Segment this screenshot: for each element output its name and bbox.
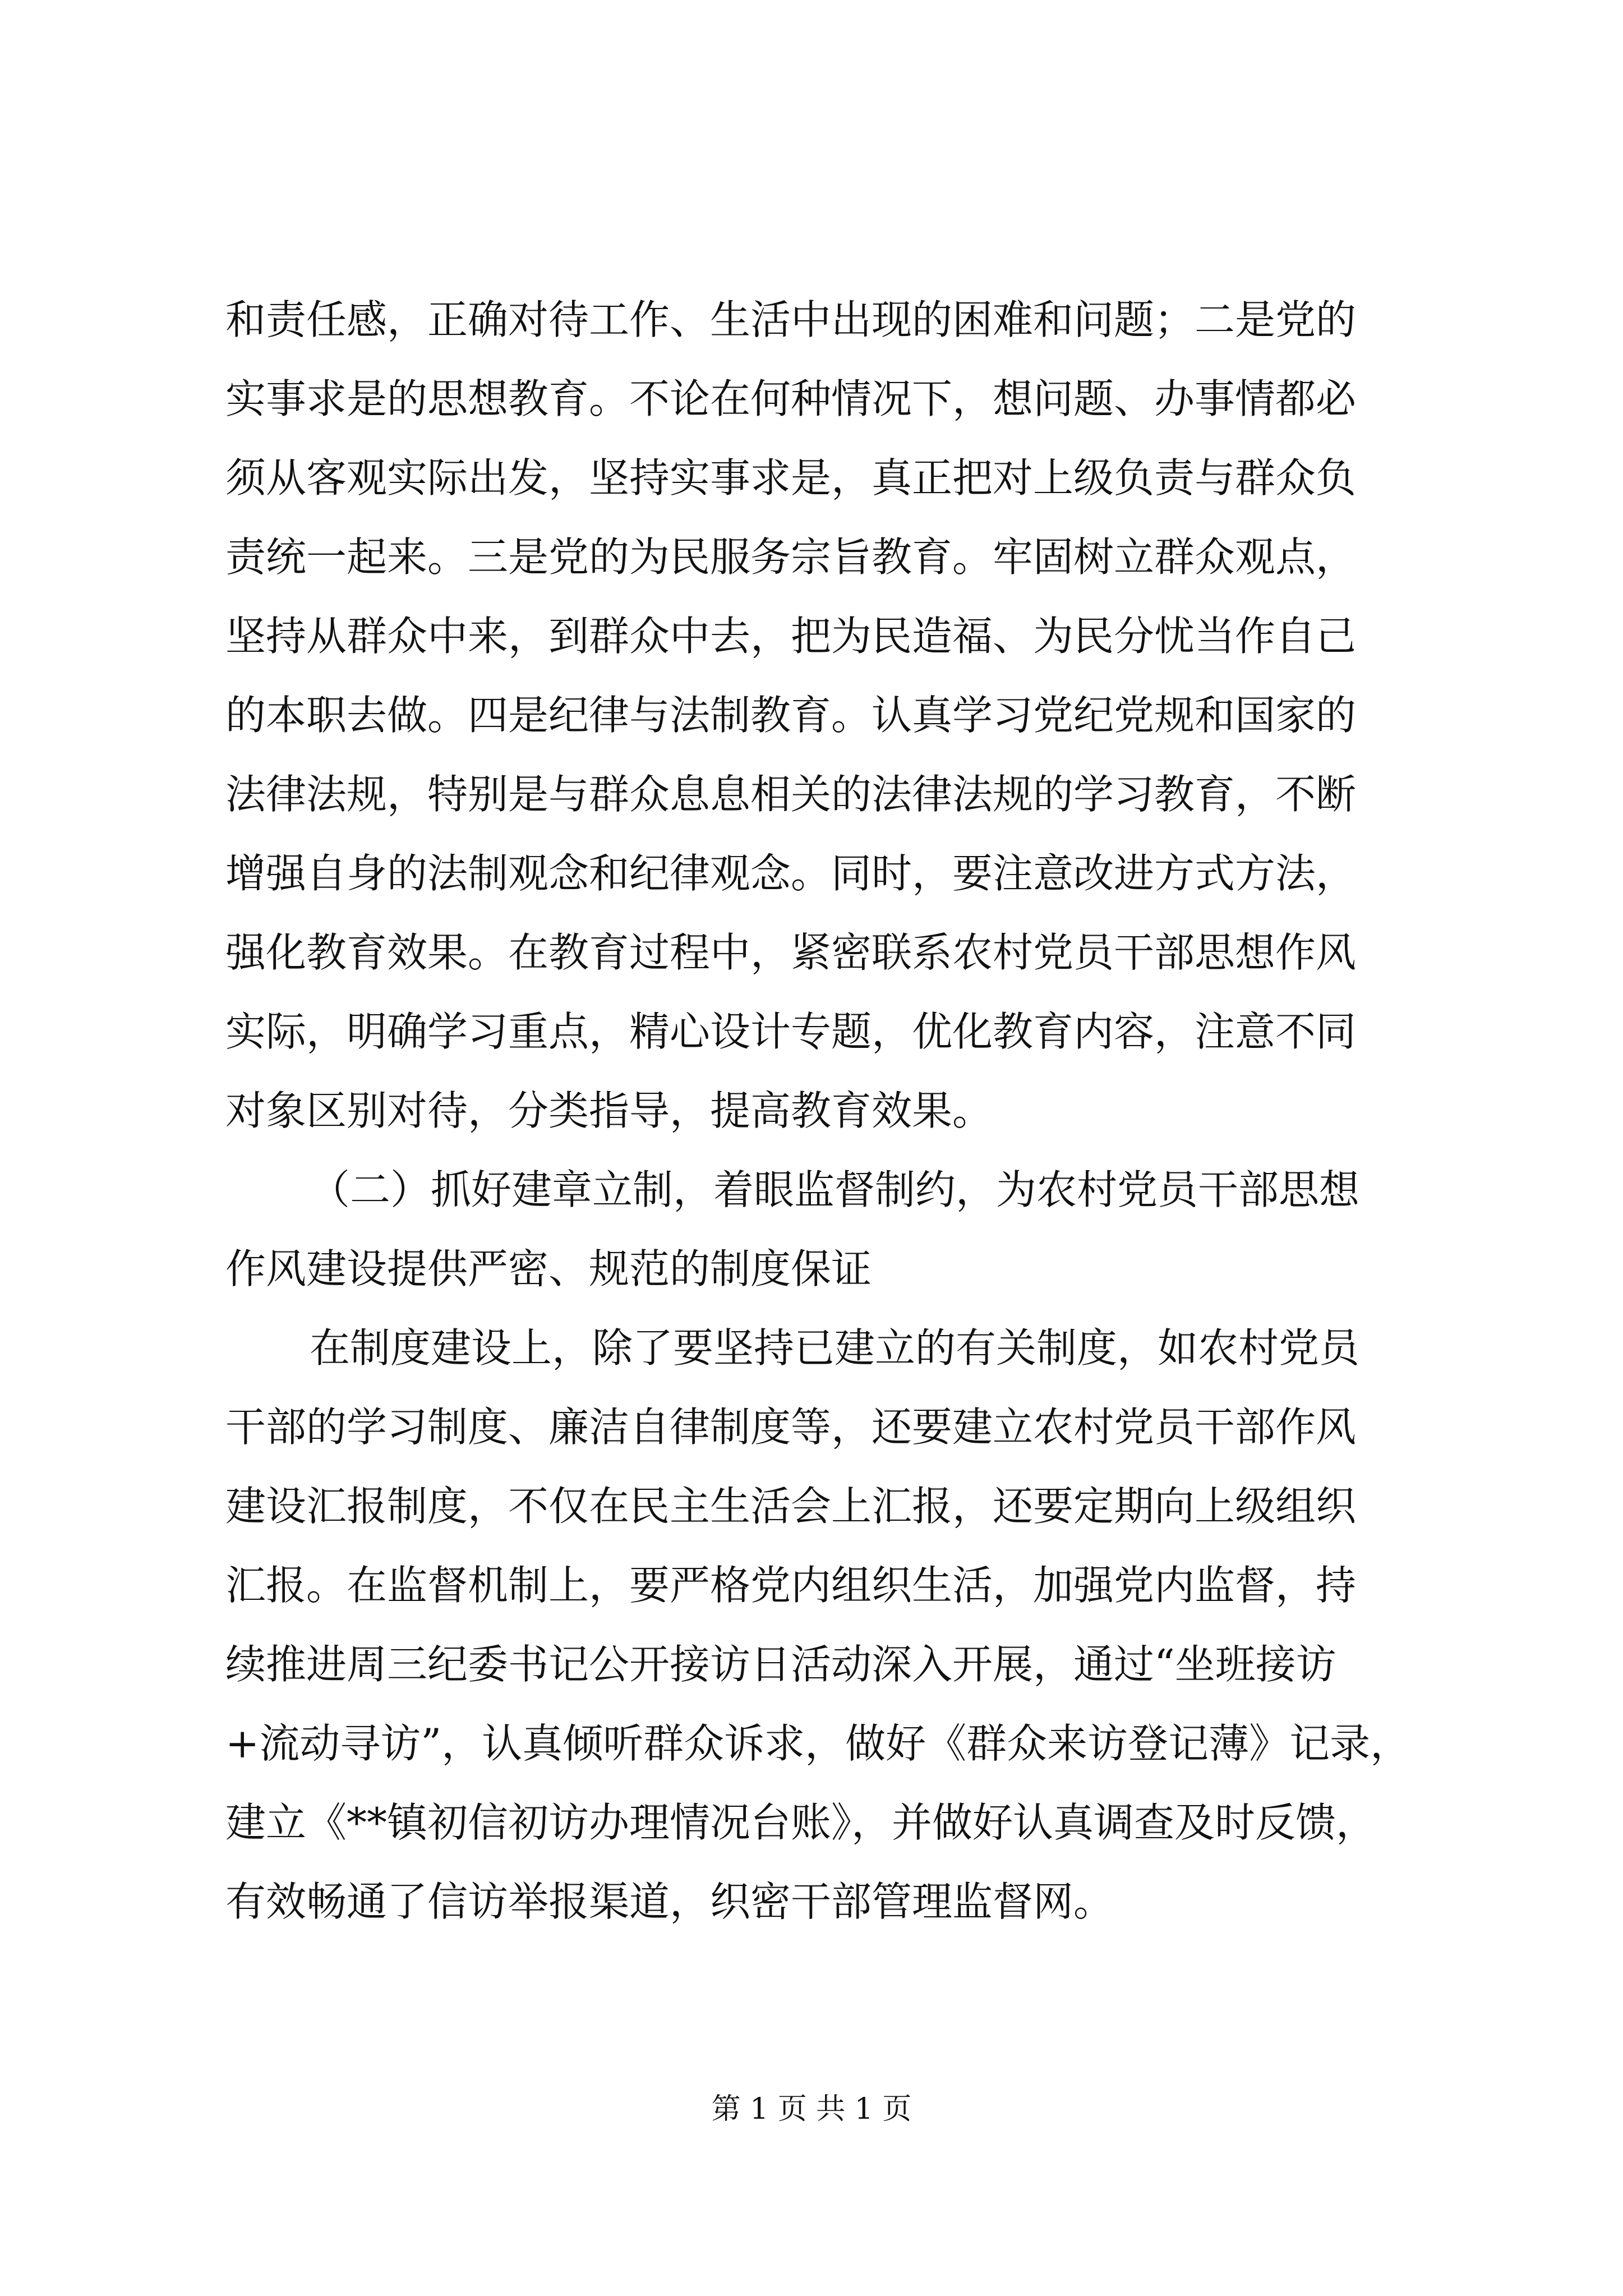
body-text-line: 有效畅通了信访举报渠道，织密干部管理监督网。 (225, 1878, 1114, 1925)
body-text-line: （二）抓好建章立制，着眼监督制约，为农村党员干部思想 (310, 1166, 1360, 1213)
body-text-line: 建设汇报制度，不仅在民主生活会上汇报，还要定期向上级组织 (225, 1483, 1357, 1530)
body-text-line: 汇报。在监督机制上，要严格党内组织生活，加强党内监督，持 (225, 1562, 1357, 1609)
body-text-line: 的本职去做。四是纪律与法制教育。认真学习党纪党规和国家的 (225, 692, 1357, 739)
page-footer: 第 1 页 共 1 页 (711, 2092, 912, 2126)
body-text-line: 作风建设提供严密、规范的制度保证 (225, 1245, 872, 1292)
body-text-line: 实际，明确学习重点，精心设计专题，优化教育内容，注意不同 (225, 1008, 1357, 1055)
body-text-line: 增强自身的法制观念和纪律观念。同时，要注意改进方式方法， (225, 850, 1357, 897)
body-text-line: 实事求是的思想教育。不论在何种情况下，想问题、办事情都必 (225, 375, 1357, 422)
body-text-line: 坚持从群众中来，到群众中去，把为民造福、为民分忧当作自己 (225, 613, 1357, 660)
body-text-line: 在制度建设上，除了要坚持已建立的有关制度，如农村党员 (310, 1324, 1360, 1372)
body-text-line: 对象区别对待，分类指导，提高教育效果。 (225, 1087, 993, 1134)
body-text-line: 和责任感，正确对待工作、生活中出现的困难和问题；二是党的 (225, 296, 1357, 343)
body-text-line: 强化教育效果。在教育过程中，紧密联系农村党员干部思想作风 (225, 929, 1357, 976)
body-text-line: +流动寻访”，认真倾听群众诉求，做好《群众来访登记薄》记录， (225, 1720, 1411, 1767)
body-text-line: 续推进周三纪委书记公开接访日活动深入开展，通过“坐班接访 (225, 1641, 1336, 1688)
body-text-line: 法律法规，特别是与群众息息相关的法律法规的学习教育，不断 (225, 771, 1357, 818)
body-text-line: 干部的学习制度、廉洁自律制度等，还要建立农村党员干部作风 (225, 1404, 1357, 1451)
body-text-line: 须从客观实际出发，坚持实事求是，真正把对上级负责与群众负 (225, 454, 1357, 501)
body-text-line: 建立《**镇初信初访办理情况台账》，并做好认真调查及时反馈， (225, 1799, 1377, 1846)
body-text-line: 责统一起来。三是党的为民服务宗旨教育。牢固树立群众观点， (225, 533, 1357, 581)
